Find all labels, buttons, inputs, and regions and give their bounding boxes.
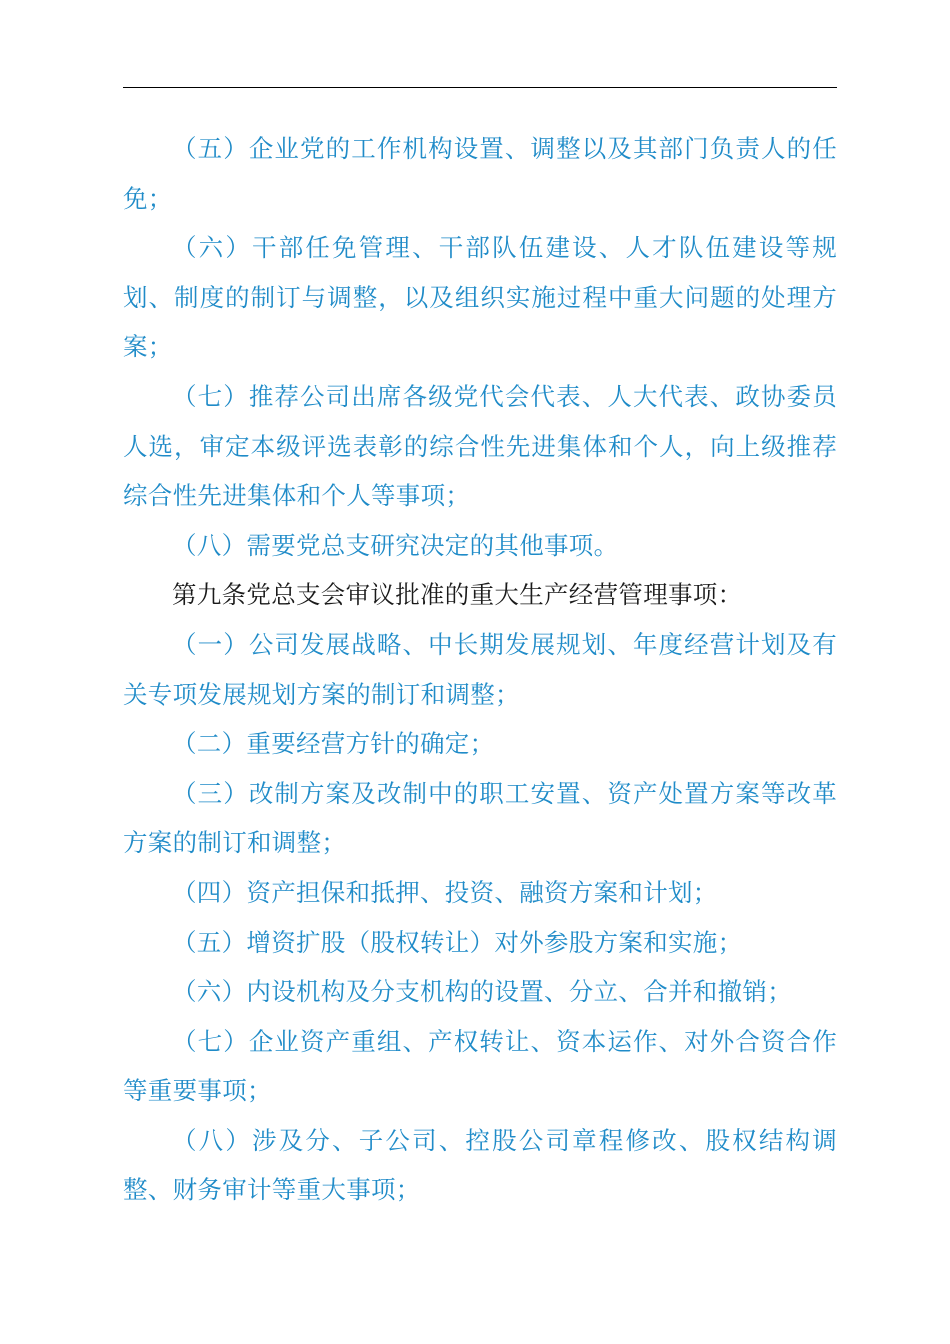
paragraph-item-7-restructuring: （七）企业资产重组、产权转让、资本运作、对外合资合作等重要事项； [123, 1026, 837, 1106]
document-body [123, 124, 837, 1215]
paragraph-item-3-reform: （三）改制方案及改制中的职工安置、资产处置方案等改革方案的制订和调整； [123, 778, 837, 858]
paragraph-item-5-capital: （五）增资扩股（股权转让）对外参股方案和实施； [172, 927, 743, 957]
paragraph-item-2-policy: （二）重要经营方针的确定； [172, 729, 495, 759]
article-9-heading: 第九条党总支会审议批准的重大生产经营管理事项： [172, 580, 743, 610]
paragraph-item-6-cadre-management: （六）干部任免管理、干部队伍建设、人才队伍建设等规划、制度的制订与调整，以及组织实施过程中重大问题的处理方案； [123, 233, 837, 362]
paragraph-item-1-strategy: （一）公司发展战略、中长期发展规划、年度经营计划及有关专项发展规划方案的制订和调整； [123, 629, 837, 709]
paragraph-item-5-org-setup: （五）企业党的工作机构设置、调整以及其部门负责人的任免； [123, 134, 837, 213]
header-rule [123, 87, 837, 88]
paragraph-item-6-structure: （六）内设机构及分支机构的设置、分立、合并和撤销； [172, 977, 792, 1007]
paragraph-item-4-assets: （四）资产担保和抵押、投资、融资方案和计划； [172, 877, 718, 907]
paragraph-item-7-representatives: （七）推荐公司出席各级党代会代表、人大代表、政协委员人选，审定本级评选表彰的综合性先进集体和个人，向上级推荐综合性先进集体和个人等事项； [123, 381, 837, 511]
paragraph-item-8-other-matters: （八）需要党总支研究决定的其他事项。 [172, 530, 619, 560]
paragraph-item-8-subsidiaries: （八）涉及分、子公司、控股公司章程修改、股权结构调整、财务审计等重大事项； [123, 1125, 837, 1205]
